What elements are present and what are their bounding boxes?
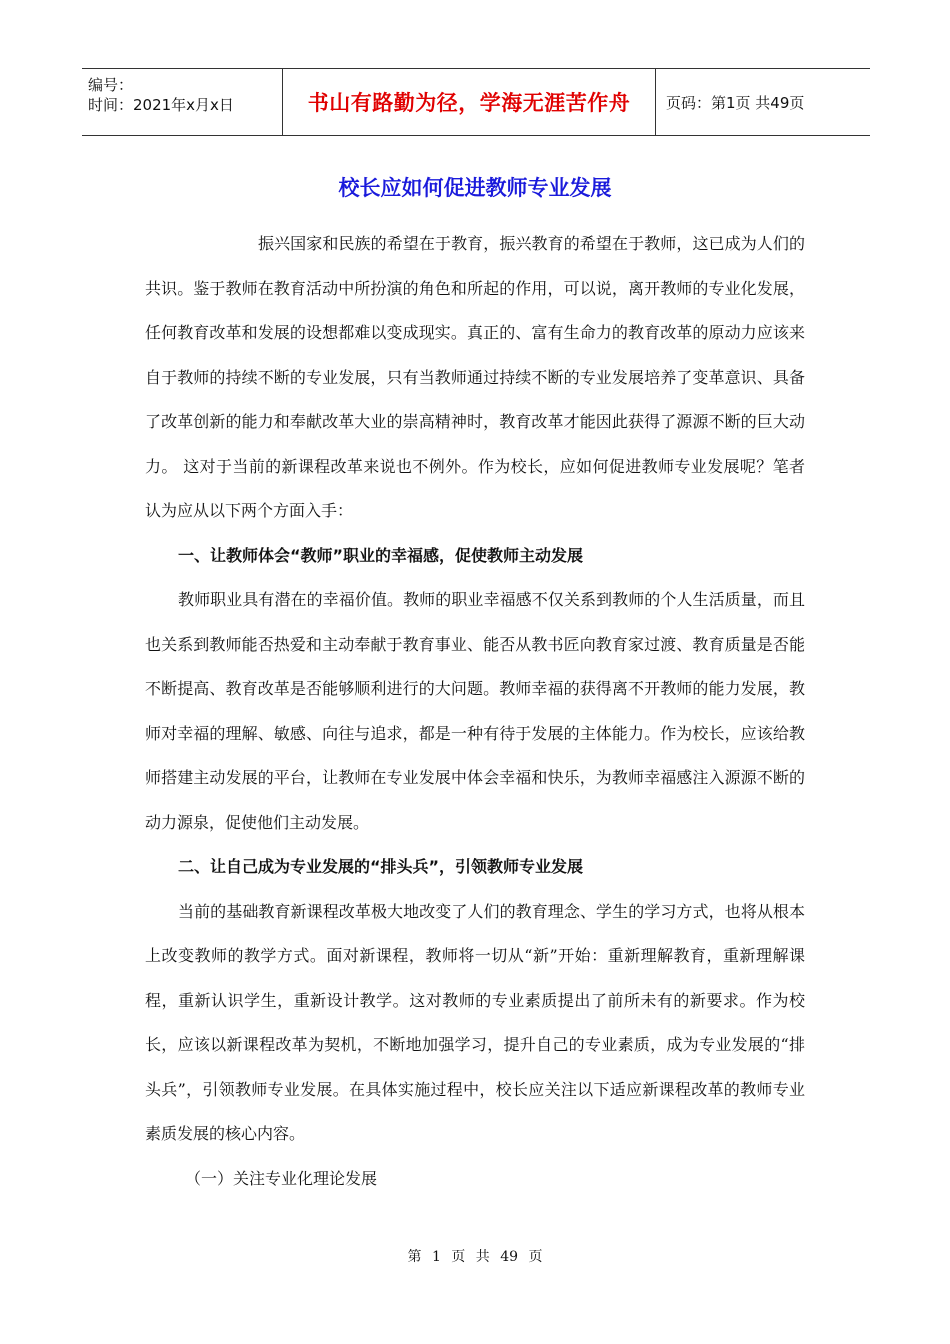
subsection-heading-1: （一）关注专业化理论发展 [185,1168,378,1188]
document-body [145,222,805,1201]
header-motto-cell [282,69,656,135]
header-meta-cell [82,69,282,135]
section-2-paragraph: 当前的基础教育新课程改革极大地改变了人们的教育理念、学生的学习方式，也将从根本上改变教师的教学方式。面对新课程，教师将一切从“新”开始：重新理解教育，重新理解课程，重新认识学生，重新设计教学。这对教师的专业素质提出了前所未有的新要求。作为校长，应该以新课程改革为契机，不断地加强学习，提升自己的专业素质，成为专业发展的“排头兵”，引领教师专业发展。在具体实施过程中，校长应关注以下适应新课程改革的教师专业素质发展的核心内容。 [145,901,805,1143]
page-info: 页码：第1页 共49页 [666,93,805,112]
header-page-cell [656,69,870,135]
section-heading-1: 一、让教师体会“教师”职业的幸福感，促使教师主动发展 [178,545,584,565]
intro-paragraph: 振兴国家和民族的希望在于教育，振兴教育的希望在于教师，这已成为人们的共识。鉴于教师在教育活动中所扮演的角色和所起的作用，可以说，离开教师的专业化发展，任何教育改革和发展的设想都难以变成现实。真正的、富有生命力的教育改革的原动力应该来自于教师的持续不断的专业发展，只有当教师通过持续不断的专业发展培养了变革意识、具备了改革创新的能力和奉献改革大业的崇高精神时，教育改革才能因此获得了源源不断的巨大动力。 这对于当前的新课程改革来说也不例外。作为校长，应如何促进教师专业发展呢？笔者认为应从以下两个方面入手： [145,234,805,520]
section-1-paragraph: 教师职业具有潜在的幸福价值。教师的职业幸福感不仅关系到教师的个人生活质量，而且也关系到教师能否热爱和主动奉献于教育事业、能否从教书匠向教育家过渡、教育质量是否能不断提高、教育改革是否能够顺利进行的大问题。教师幸福的获得离不开教师的能力发展，教师对幸福的理解、敏感、向往与追求，都是一种有待于发展的主体能力。作为校长，应该给教师搭建主动发展的平台，让教师在专业发展中体会幸福和快乐，为教师幸福感注入源源不断的动力源泉，促使他们主动发展。 [145,590,805,832]
document-title: 校长应如何促进教师专业发展 [338,176,612,200]
document-header [82,68,870,136]
page-footer: 第 1 页 共 49 页 [407,1249,543,1265]
number-label: 编号： [88,76,134,94]
section-heading-2: 二、让自己成为专业发展的“排头兵”，引领教师专业发展 [178,857,584,876]
time-label: 时间：2021年x月x日 [88,96,234,114]
motto-text: 书山有路勤为径，学海无涯苦作舟 [307,91,631,115]
